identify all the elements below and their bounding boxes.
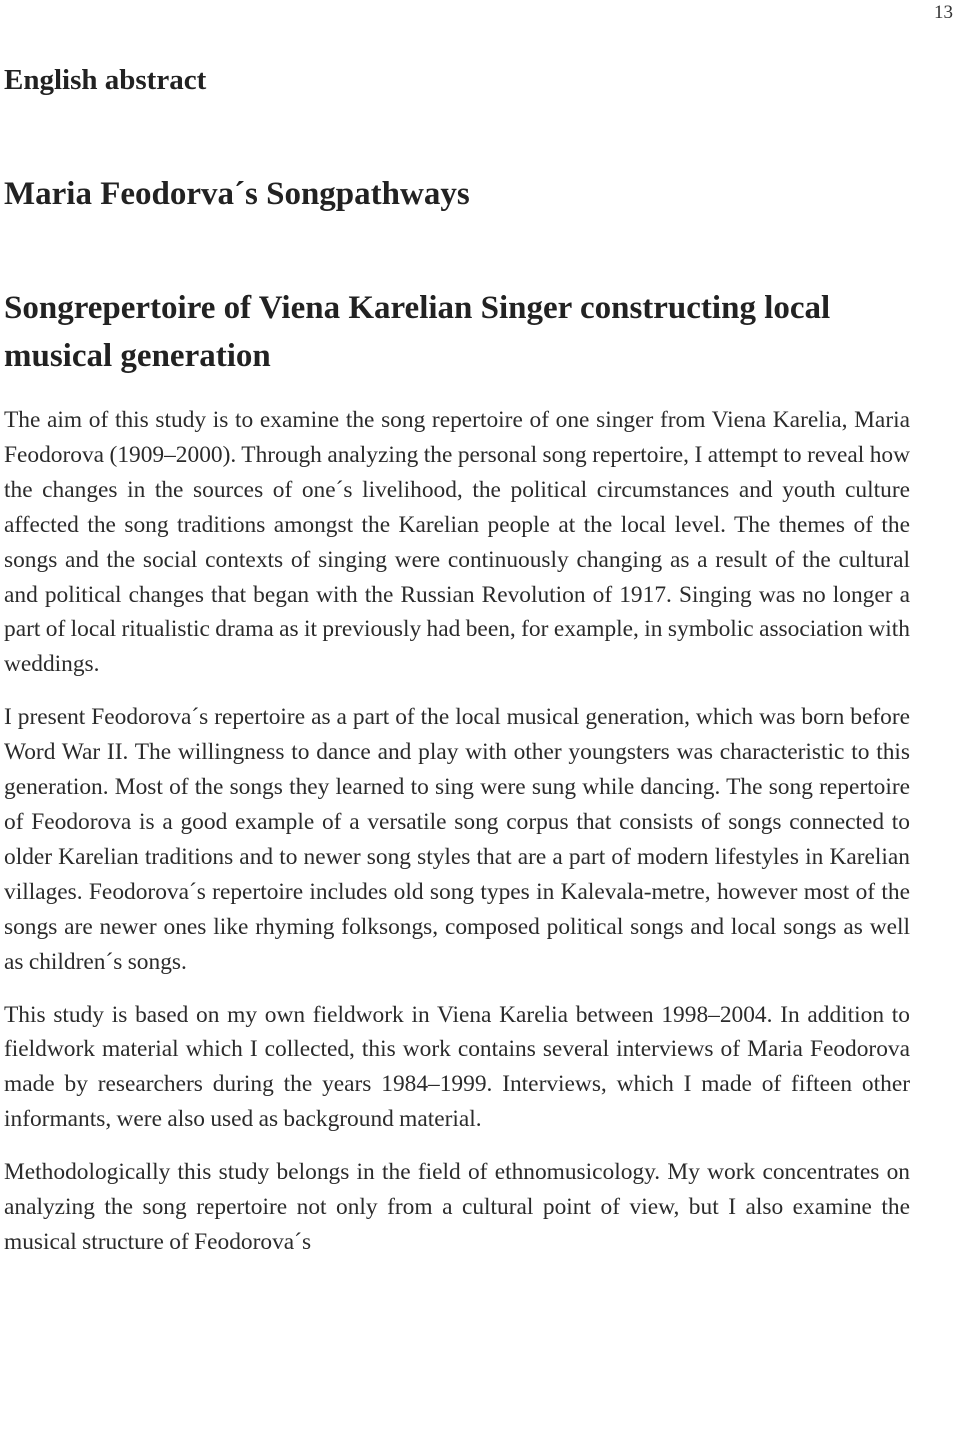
abstract-paragraph: This study is based on my own fieldwork in Viena Karelia between 1998–2004. In addition to fieldwork material which I collected, this work contains several interviews of Maria Feodorova made by researchers during the years 1984–1999. Interviews, which I made of fifteen other informants, were also used as background material. — [4, 1001, 910, 1133]
abstract-paragraph: I present Feodorova´s repertoire as a part of the local musical generation, which was born before Word War II. The willingness to dance and play with other youngsters was characteristic to this generation. Most of the songs they learned to sing were sung while dancing. The song repertoire of Feodorova is a good example of a versatile song corpus that consists of songs connected to older Karelian traditions and to newer song styles that are a part of modern lifestyles in Karelian villages. Feodorova´s repertoire includes old song types in Kalevala-metre, however most of the songs are newer ones like rhyming folksongs, composed political songs and local songs as well as children´s songs. — [4, 704, 910, 975]
document-subtitle: Songrepertoire of Viena Karelian Singer constructing local musical generation — [4, 290, 831, 374]
abstract-paragraph: Methodologically this study belongs in the field of ethnomusicology. My work concentrates on analyzing the song repertoire not only from a cultural point of view, but I also examine the musical structure of Feodorova´s — [4, 1159, 910, 1255]
document-title: Maria Feodorva´s Songpathways — [4, 176, 470, 212]
section-label: English abstract — [4, 64, 207, 96]
abstract-paragraph: The aim of this study is to examine the song repertoire of one singer from Viena Karelia, Maria Feodorova (1909–2000). Through analyzing the personal song repertoire, I attempt to reveal how the changes in the sources of one´s livelihood, the political circumstances and youth culture affected the song traditions amongst the Karelian people at the local level. The themes of the songs and the social contexts of singing were continuously changing as a result of the cultural and political changes that began with the Russian Revolution of 1917. Singing was no longer a part of local ritualistic drama as it previously had been, for example, in symbolic association with weddings. — [4, 407, 910, 678]
page-content — [4, 56, 910, 1260]
page-number: 13 — [934, 2, 953, 23]
